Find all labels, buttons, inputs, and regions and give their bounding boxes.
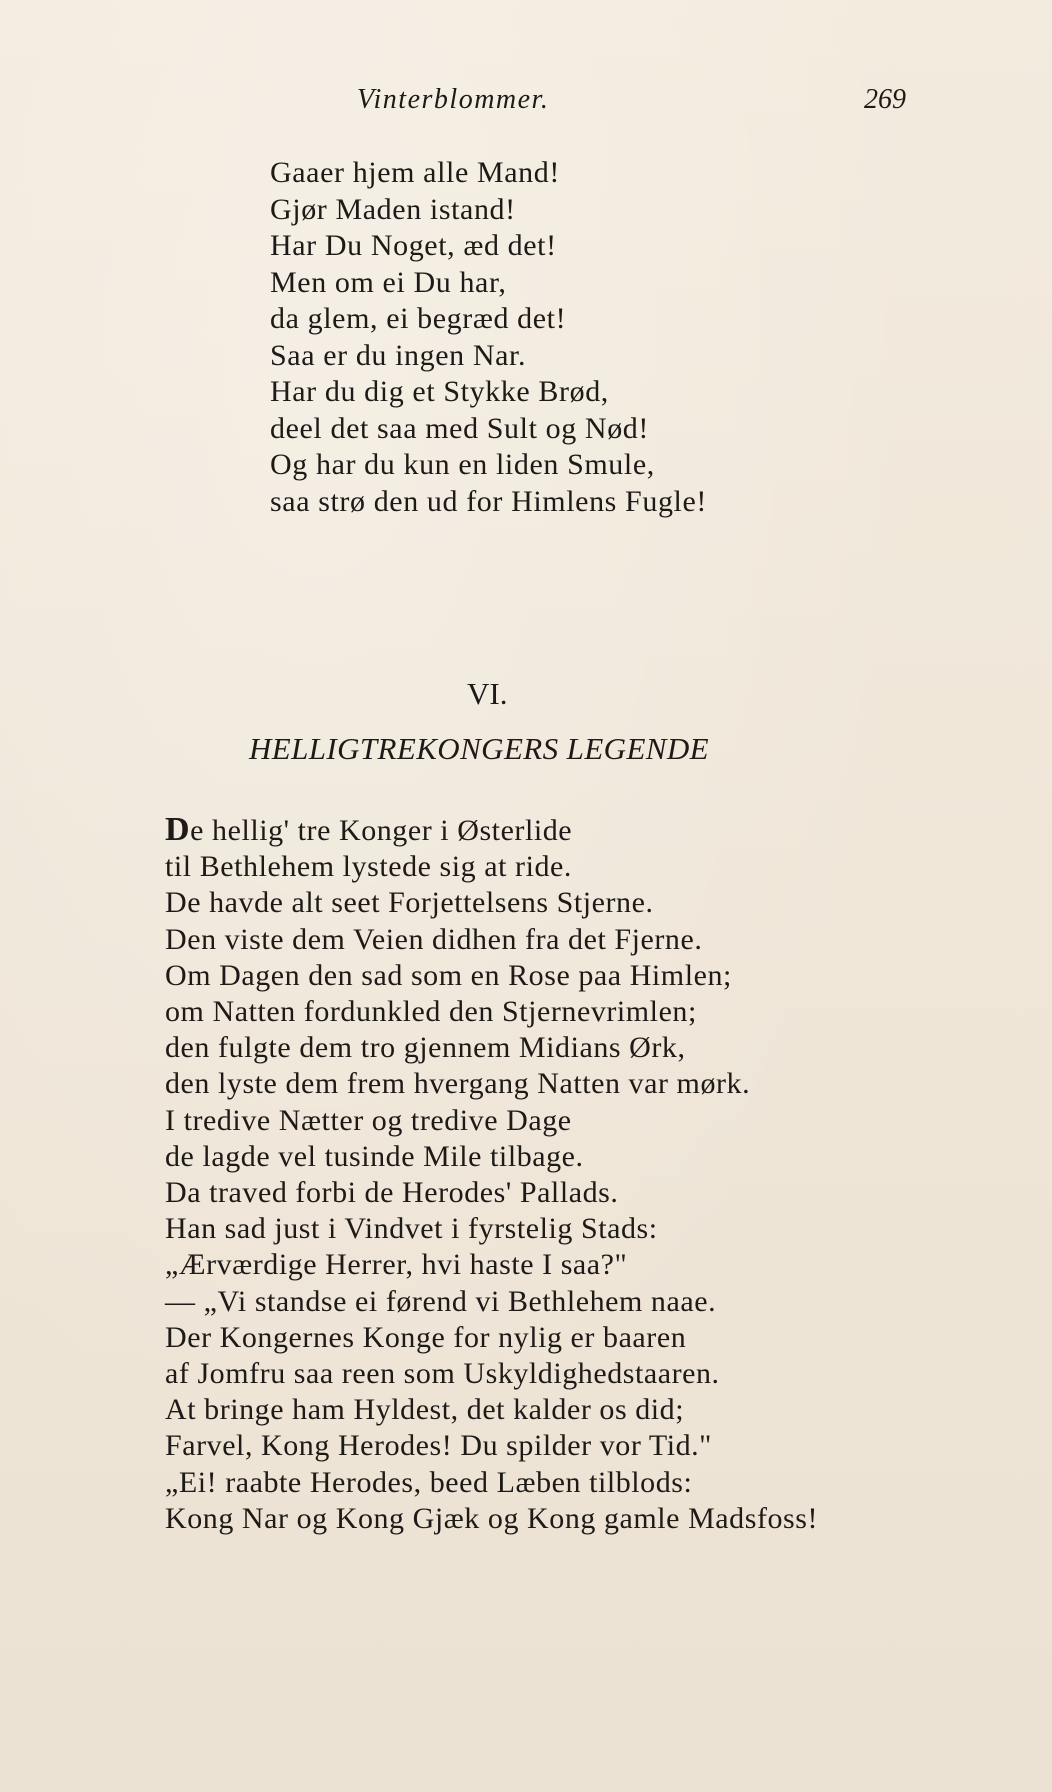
drop-cap: D [165, 811, 191, 848]
poem-line: af Jomfru saa reen som Uskyldighedstaaren. [165, 1357, 720, 1391]
poem-line: De havde alt seet Forjettelsens Stjerne. [165, 886, 654, 920]
poem-line: Da traved forbi de Herodes' Pallads. [165, 1176, 619, 1210]
poem-line: At bringe ham Hyldest, det kalder os did; [165, 1393, 685, 1427]
poem-line: „Ærværdige Herrer, hvi haste I saa?" [165, 1248, 628, 1282]
poem-first-line [165, 812, 818, 849]
section-numeral: VI. [467, 676, 508, 711]
poem-line: Om Dagen den sad som en Rose paa Himlen; [165, 958, 732, 992]
stanza-line: Og har du kun en liden Smule, [270, 448, 655, 481]
stanza-block [270, 155, 707, 520]
page-number: 269 [864, 84, 906, 115]
poem-line: Han sad just i Vindvet i fyrstelig Stads: [165, 1212, 658, 1246]
poem-line: Kong Nar og Kong Gjæk og Kong gamle Madsfoss! [165, 1501, 819, 1535]
section-title: HELLIGTREKONGERS LEGENDE [249, 731, 709, 766]
poem-first-line-text: e hellig' tre Konger i Østerlide [190, 814, 573, 847]
poem-block [165, 812, 818, 1537]
stanza-line: Har du dig et Stykke Brød, [270, 375, 609, 408]
stanza-line: da glem, ei begræd det! [270, 302, 567, 335]
poem-line: de lagde vel tusinde Mile tilbage. [165, 1139, 584, 1173]
stanza-line: deel det saa med Sult og Nød! [270, 411, 649, 445]
poem-line: Farvel, Kong Herodes! Du spilder vor Tid." [165, 1429, 712, 1463]
stanza-line: Gjør Maden istand! [270, 192, 516, 226]
stanza-line: Gaaer hjem alle Mand! [270, 156, 560, 189]
poem-line: — „Vi standse ei førend vi Bethlehem naae. [165, 1284, 717, 1318]
poem-line: til Bethlehem lystede sig at ride. [165, 850, 572, 884]
stanza-line: Har Du Noget, æd det! [270, 229, 557, 262]
page-header [0, 84, 1052, 124]
poem-line: „Ei! raabte Herodes, beed Læben tilblods: [165, 1465, 693, 1499]
stanza-line: saa strø den ud for Himlens Fugle! [270, 484, 707, 518]
poem-line: Der Kongernes Konge for nylig er baaren [165, 1320, 687, 1354]
poem-line: om Natten fordunkled den Stjernevrimlen; [165, 995, 697, 1029]
poem-line: den lyste dem frem hvergang Natten var mørk. [165, 1067, 751, 1101]
poem-line: I tredive Nætter og tredive Dage [165, 1103, 572, 1137]
running-title: Vinterblommer. [357, 84, 550, 115]
stanza-line: Saa er du ingen Nar. [270, 338, 527, 372]
stanza-line: Men om ei Du har, [270, 265, 507, 299]
poem-line: Den viste dem Veien didhen fra det Fjerne. [165, 922, 703, 956]
poem-line: den fulgte dem tro gjennem Midians Ørk, [165, 1031, 686, 1065]
